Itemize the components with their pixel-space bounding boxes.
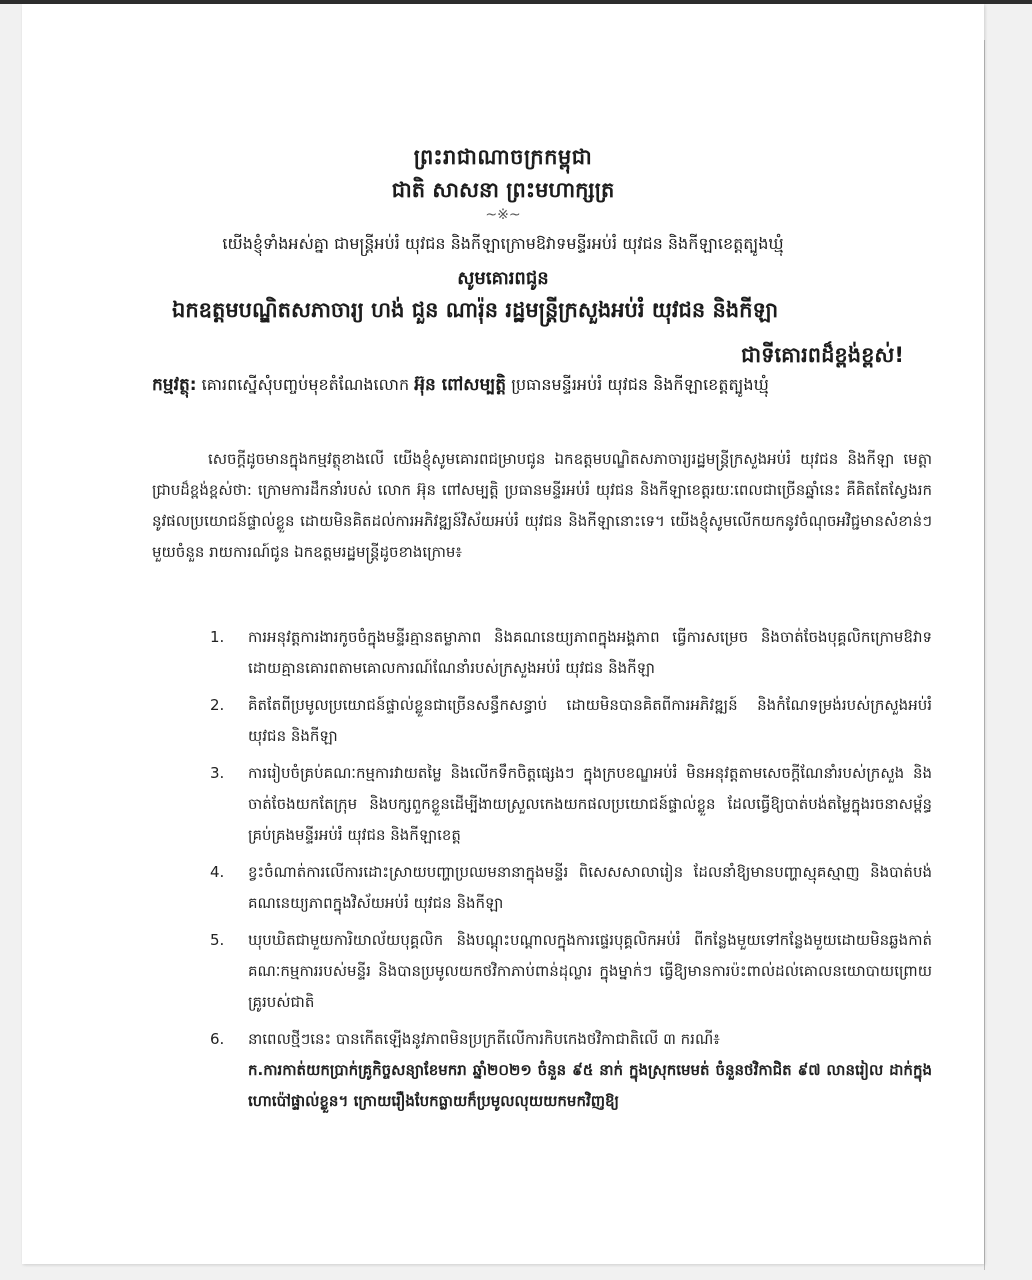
item-text: ឃុបឃិតជាមួយការិយាល័យបុគ្គលិក និងបណ្តុះបណ្តាលក្នុងការផ្ទេរបុគ្គលិកអប់រំ ពីកន្លែងមួយទៅកន្លែងមួយដោយមិនឆ្លងកាត់គណៈកម្មការរបស់មន្ទីរ និងបានប្រមូលយកថវិកាភាប់ពាន់ដុល្លារ ក្នុងម្នាក់ៗ ធ្វើឱ្យមានការប៉ះពាល់ដល់គោលនយោបាយព្រោយគ្រូរបស់ជាតិ — [248, 931, 932, 1011]
item-text: ការរៀបចំគ្រប់គណៈកម្មការវាយតម្លៃ និងលើកទឹកចិត្តផ្សេងៗ ក្នុងក្របខណ្ឌអប់រំ មិនអនុវត្តតាមសេចក្តីណែនាំរបស់ក្រសួង និងចាត់ចែងយកតែក្រុម និងបក្សពួកខ្លួនដើម្បីងាយស្រួលកេងយកផលប្រយោជន៍ផ្ទាល់ខ្លួន ដែលធ្វើឱ្យបាត់បង់តម្លៃក្នុងរចនាសម្ព័ន្ធគ្រប់គ្រងមន្ទីរអប់រំ យុវជន និងកីឡាខេត្ត — [248, 764, 932, 844]
item-text: គិតតែពីប្រមូលប្រយោជន៍ផ្ទាល់ខ្លួនជាច្រើនសន្ធឹកសន្ធាប់ ដោយមិនបានគិតពីការអភិវឌ្ឍន៍ និងកំណែទម្រង់របស់ក្រសួងអប់រំ យុវជន និងកីឡា — [248, 696, 932, 745]
complaint-list — [210, 622, 932, 1123]
list-item — [210, 690, 932, 752]
addressee-line-1: ឯកឧត្តមបណ្ឌិតសភាចារ្យ ហង់ ជួន ណារ៉ុន រដ្ឋមន្ត្រីក្រសួងអប់រំ យុវជន និងកីឡា — [172, 298, 779, 322]
addressee-line-2: ជាទីគោរពដ៏ខ្ពង់ខ្ពស់! — [741, 343, 904, 367]
item-number: 2. — [210, 696, 225, 714]
item-number: 5. — [210, 931, 225, 949]
subject-label: កម្មវត្ថុ: — [152, 375, 197, 395]
respectfully-line: សូមគោរពជូន — [457, 268, 549, 289]
list-item — [210, 622, 932, 684]
list-item — [210, 758, 932, 851]
body-paragraph: សេចក្តីដូចមានក្នុងកម្មវត្ថុខាងលើ យើងខ្ញុំសូមគោរពជម្រាបជូន ឯកឧត្តមបណ្ឌិតសភាចារ្យរដ្ឋមន្ត្រីក្រសួងអប់រំ យុវជន និងកីឡា មេត្តាជ្រាបដ៏ខ្ពង់ខ្ពស់ថា: ក្រោមការដឹកនាំរបស់ លោក អ៊ុន ពៅសម្បត្តិ ប្រធានមន្ទីរអប់រំ យុវជន និងកីឡាខេត្តរយៈពេលជាច្រើនឆ្នាំនេះ គឺគិតតែស្វែងរក នូវផលប្រយោជន៍ផ្ទាល់ខ្លួន ដោយមិនគិតដល់ការអភិវឌ្ឍន៍វិស័យអប់រំ យុវជន និងកីឡានោះទេ។ យើងខ្ញុំសូមលើកយកនូវចំណុចអវិជ្ជមានសំខាន់ៗមួយចំនួន រាយការណ៍ជូន ឯកឧត្តមរដ្ឋមន្ត្រីដូចខាងក្រោម៖ — [152, 450, 932, 561]
list-item — [210, 925, 932, 1018]
item-text: នាពេលថ្មីៗនេះ បានកើតឡើងនូវភាពមិនប្រក្រតីលើការកិបកេងថវិកាជាតិលើ ៣ ករណី៖ — [248, 1030, 720, 1048]
senders-line: យើងខ្ញុំទាំងអស់គ្នា ជាមន្ត្រីអប់រំ យុវជន និងកីឡាក្រោមឱវាទមន្ទីរអប់រំ យុវជន និងកីឡាខេត្តត្បូងឃ្មុំ — [222, 234, 784, 253]
motto-heading: ជាតិ សាសនា ព្រះមហាក្សត្រ — [391, 178, 615, 202]
item-number: 3. — [210, 764, 225, 782]
page-edge-line — [984, 40, 985, 1270]
sub-item: ក.ការកាត់យកប្រាក់គ្រូកិច្ចសន្យាខែមករា ឆ្នាំ២០២១ ចំនួន ៩៥ នាក់ ក្នុងស្រុកមេមត់ ចំនួនថវិកាជិត ៩៧ លានរៀល ដាក់ក្នុងហោប៉ៅផ្ទាល់ខ្លួន។ ក្រោយរឿងបែកធ្លាយក៏ប្រមូលលុយយកមកវិញឱ្យ — [248, 1061, 932, 1110]
list-item — [210, 857, 932, 919]
item-text: ខ្វះចំណាត់ការលើការដោះស្រាយបញ្ហាប្រឈមនានាក្នុងមន្ទីរ ពិសេសសាលារៀន ដែលនាំឱ្យមានបញ្ហាស្មុគស្មាញ និងបាត់បង់គណនេយ្យភាពក្នុងវិស័យអប់រំ យុវជន និងកីឡា — [248, 863, 932, 912]
document-page — [22, 4, 984, 1264]
list-item — [210, 1024, 932, 1117]
subject-name: អ៊ុន ពៅសម្បត្តិ — [414, 375, 507, 395]
ornament-divider: ~※~ — [485, 207, 521, 223]
kingdom-heading: ព្រះរាជាណាចក្រកម្ពុជា — [413, 145, 593, 169]
item-number: 1. — [210, 628, 225, 646]
subject-line — [152, 374, 769, 399]
item-text: ការអនុវត្តការងារកូចចំក្នុងមន្ទីរគ្មានតម្លាភាព និងគណនេយ្យភាពក្នុងអង្គភាព ធ្វើការសម្រេច និងចាត់ចែងបុគ្គលិកក្រោមឱវាទ ដោយគ្មានគោរពតាមគោលការណ៍ណែនាំរបស់ក្រសួងអប់រំ យុវជន និងកីឡា — [248, 628, 932, 677]
item-number: 4. — [210, 863, 225, 881]
item-number: 6. — [210, 1030, 225, 1048]
subject-text-before: គោរពស្នើសុំបញ្ចប់មុខតំណែងលោក — [201, 375, 410, 394]
subject-text-after: ប្រធានមន្ទីរអប់រំ យុវជន និងកីឡាខេត្តត្បូងឃ្មុំ — [511, 375, 769, 394]
